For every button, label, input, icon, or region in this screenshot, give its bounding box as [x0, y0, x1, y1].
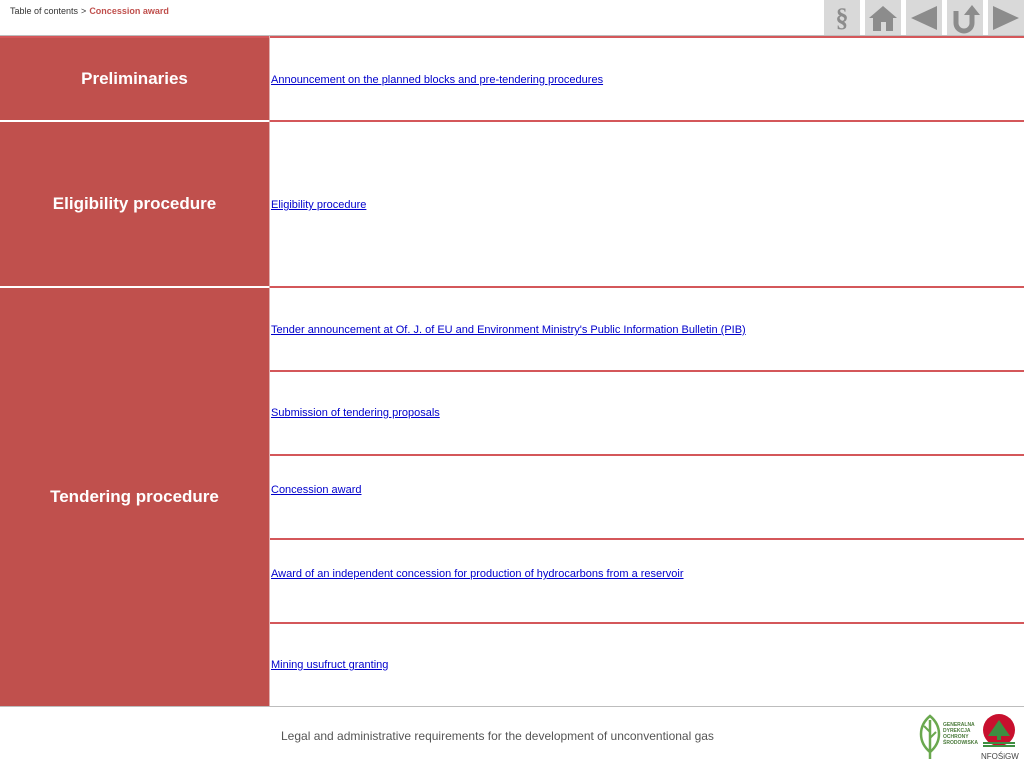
leaf-icon	[916, 712, 978, 760]
section-eligibility	[0, 122, 269, 286]
gdos-line: DYREKCJA	[943, 728, 971, 734]
paragraph-button[interactable]	[824, 0, 860, 35]
gdos-line: OCHRONY	[943, 734, 969, 740]
column-divider	[269, 36, 270, 706]
footer-divider	[0, 706, 1024, 707]
section-preliminaries	[0, 38, 269, 120]
link-eligibility-procedure[interactable]: Eligibility procedure	[271, 199, 367, 211]
link-independent-concession[interactable]: Award of an independent concession for production of hydrocarbons from a reservoir	[271, 568, 684, 580]
toolbar	[819, 0, 1024, 36]
link-concession-award[interactable]: Concession award	[271, 484, 362, 496]
gdos-line: ŚRODOWISKA	[943, 740, 978, 746]
section-title: Tendering procedure	[50, 487, 219, 506]
row-divider	[270, 538, 1024, 540]
row-divider	[270, 454, 1024, 456]
nfosigw-logo	[980, 712, 1018, 757]
section-sign-icon: §	[835, 2, 849, 32]
breadcrumb	[10, 6, 169, 16]
forward-button[interactable]	[988, 0, 1024, 35]
link-tender-announcement[interactable]: Tender announcement at Of. J. of EU and Environment Ministry's Public Information Bulletin (PIB)	[271, 324, 746, 336]
section-title: Preliminaries	[81, 69, 188, 88]
nfosigw-emblem-icon	[980, 712, 1018, 752]
link-mining-usufruct[interactable]: Mining usufruct granting	[271, 659, 389, 671]
return-up-icon	[950, 3, 980, 33]
home-icon	[868, 4, 898, 32]
gdos-line: GENERALNA	[943, 722, 975, 728]
home-button[interactable]	[865, 0, 901, 35]
breadcrumb-separator: >	[81, 6, 87, 16]
arrow-right-icon	[991, 4, 1021, 32]
header	[0, 0, 1024, 36]
footer-text: Legal and administrative requirements for the development of unconventional gas	[281, 729, 714, 743]
section-title: Eligibility procedure	[52, 194, 217, 213]
breadcrumb-root[interactable]: Table of contents	[10, 6, 79, 16]
link-submission-proposals[interactable]: Submission of tendering proposals	[271, 407, 440, 419]
gdos-logo	[916, 712, 978, 765]
nfosigw-label: NFOŚiGW	[981, 752, 1019, 761]
section-tendering	[0, 288, 269, 706]
link-announcement[interactable]: Announcement on the planned blocks and pre-tendering procedures	[271, 74, 604, 86]
row-divider	[270, 622, 1024, 624]
back-button[interactable]	[906, 0, 942, 35]
row-divider	[270, 370, 1024, 372]
arrow-left-icon	[909, 4, 939, 32]
breadcrumb-current: Concession award	[89, 6, 169, 16]
return-button[interactable]	[947, 0, 983, 35]
